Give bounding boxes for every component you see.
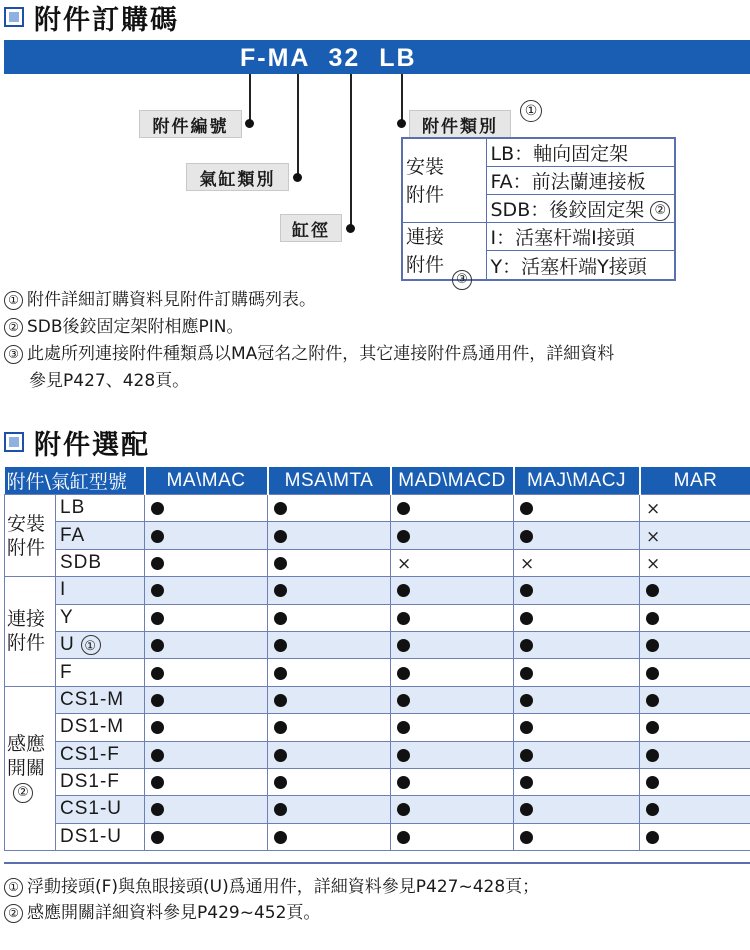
available-mark [145, 495, 268, 522]
available-mark [268, 604, 391, 631]
note-marker: ① [81, 635, 101, 655]
available-mark [145, 659, 268, 686]
available-mark [391, 522, 514, 549]
type-group-mount: 安裝附件 [402, 138, 486, 223]
available-mark [391, 796, 514, 823]
available-mark [640, 741, 750, 768]
available-mark [268, 659, 391, 686]
available-mark [640, 796, 750, 823]
note-marker: ③ [452, 270, 472, 290]
available-mark [391, 741, 514, 768]
available-mark [514, 631, 640, 658]
type-item: Y：活塞杆端Y接頭 [486, 251, 675, 280]
table-header-row [5, 467, 750, 495]
header-cell: MAJ\MACJ [514, 467, 640, 495]
available-mark [640, 686, 750, 713]
label-cylinder-type: 氣缸類別 [186, 163, 289, 191]
available-mark [145, 604, 268, 631]
connector-dot [293, 173, 302, 182]
available-mark [640, 659, 750, 686]
selection-note-2: ② 感應開關詳細資料參見P429~452頁。 [4, 900, 320, 926]
table-row [5, 796, 750, 823]
order-section-heading [0, 0, 179, 34]
type-item: I：活塞杆端I接頭 [486, 223, 675, 251]
available-mark [268, 549, 391, 576]
order-note-1: ① 附件詳細訂購資料見附件訂購碼列表。 [4, 287, 316, 313]
item-cell: DS1-M [56, 714, 145, 741]
available-mark [268, 823, 391, 850]
header-cell: 附件\氣缸型號 [5, 467, 145, 495]
not-available-mark: × [391, 549, 514, 576]
item-cell: DS1-F [56, 768, 145, 795]
table-row [5, 823, 750, 850]
available-mark [145, 796, 268, 823]
available-mark [514, 741, 640, 768]
selection-section-title: 附件選配 [34, 429, 150, 461]
note-marker: ② [650, 201, 670, 221]
available-mark [391, 686, 514, 713]
available-mark [514, 604, 640, 631]
available-mark [391, 823, 514, 850]
header-cell: MA\MAC [145, 467, 268, 495]
available-mark [268, 686, 391, 713]
table-row [5, 686, 750, 713]
available-mark [514, 796, 640, 823]
item-cell: DS1-U [56, 823, 145, 850]
item-cell: U ① [56, 631, 145, 658]
available-mark [391, 577, 514, 604]
order-section-title: 附件訂購碼 [34, 4, 179, 36]
available-mark [145, 741, 268, 768]
available-mark [145, 522, 268, 549]
available-mark [145, 631, 268, 658]
type-item: LB：軸向固定架 [486, 138, 675, 167]
group-name-cell: 安裝 附件 [5, 495, 56, 577]
table-row [5, 577, 750, 604]
available-mark [268, 741, 391, 768]
square-bullet-icon [4, 7, 24, 27]
type-item: SDB：後鉸固定架 ② [486, 195, 675, 223]
available-mark [145, 823, 268, 850]
connector-line [350, 74, 352, 228]
header-cell: MSA\MTA [268, 467, 391, 495]
available-mark [640, 631, 750, 658]
available-mark [145, 686, 268, 713]
available-mark [268, 796, 391, 823]
connector-line [297, 74, 299, 178]
table-row [5, 549, 750, 576]
not-available-mark: × [640, 549, 750, 576]
table-row [5, 714, 750, 741]
note-marker: ① [520, 100, 542, 122]
item-cell: CS1-M [56, 686, 145, 713]
item-cell: F [56, 659, 145, 686]
available-mark [268, 714, 391, 741]
connector-dot [346, 224, 355, 233]
table-bottom-rule [4, 862, 750, 864]
available-mark [268, 577, 391, 604]
group-name-cell: 感應 開關 ② [5, 686, 56, 850]
available-mark [514, 577, 640, 604]
available-mark [391, 495, 514, 522]
label-bore: 缸徑 [280, 214, 342, 242]
available-mark [145, 577, 268, 604]
connector-dot [245, 119, 254, 128]
available-mark [391, 604, 514, 631]
item-cell: CS1-U [56, 796, 145, 823]
available-mark [514, 659, 640, 686]
type-item: FA：前法蘭連接板 [486, 167, 675, 195]
available-mark [640, 768, 750, 795]
table-row [5, 604, 750, 631]
order-note-2: ② SDB後鉸固定架附相應PIN。 [4, 314, 244, 340]
label-accessory-type: 附件類別 [409, 110, 511, 138]
item-cell: CS1-F [56, 741, 145, 768]
item-cell: Y [56, 604, 145, 631]
available-mark [268, 631, 391, 658]
not-available-mark: × [640, 495, 750, 522]
available-mark [514, 522, 640, 549]
available-mark [640, 604, 750, 631]
available-mark [514, 823, 640, 850]
not-available-mark: × [640, 522, 750, 549]
table-row [5, 741, 750, 768]
accessory-type-table [401, 137, 676, 287]
available-mark [514, 686, 640, 713]
item-cell: SDB [56, 549, 145, 576]
header-cell: MAD\MACD [391, 467, 514, 495]
table-body [5, 495, 750, 851]
available-mark [268, 522, 391, 549]
available-mark [514, 495, 640, 522]
square-bullet-icon [4, 432, 24, 452]
connector-dot [397, 119, 406, 128]
accessory-selection-table [4, 467, 750, 851]
available-mark [514, 714, 640, 741]
available-mark [391, 714, 514, 741]
available-mark [514, 768, 640, 795]
group-name-cell: 連接 附件 [5, 577, 56, 687]
selection-section-heading [0, 425, 150, 459]
order-note-3-cont: 參見P427、428頁。 [29, 371, 190, 391]
available-mark [391, 768, 514, 795]
available-mark [145, 714, 268, 741]
order-code: F-MA 32 LB [240, 44, 417, 72]
table-row [5, 495, 750, 522]
available-mark [268, 768, 391, 795]
type-group-connect: 連接附件③ [402, 223, 486, 281]
not-available-mark: × [514, 549, 640, 576]
selection-note-1: ① 浮動接頭(F)與魚眼接頭(U)爲通用件，詳細資料參見P427~428頁； [4, 874, 539, 900]
item-cell: I [56, 577, 145, 604]
table-row [5, 631, 750, 658]
table-row [5, 768, 750, 795]
available-mark [391, 659, 514, 686]
connector-line [249, 74, 251, 124]
available-mark [640, 714, 750, 741]
available-mark [640, 823, 750, 850]
item-cell: FA [56, 522, 145, 549]
connector-line [401, 74, 403, 124]
table-row [5, 522, 750, 549]
available-mark [640, 577, 750, 604]
table-row [5, 659, 750, 686]
item-cell: LB [56, 495, 145, 522]
available-mark [268, 495, 391, 522]
available-mark [145, 768, 268, 795]
header-cell: MAR [640, 467, 750, 495]
order-note-3: ③ 此處所列連接附件種類爲以MA冠名之附件，其它連接附件爲通用件，詳細資料 [4, 341, 614, 367]
label-accessory-number: 附件編號 [139, 110, 242, 138]
available-mark [391, 631, 514, 658]
available-mark [145, 549, 268, 576]
